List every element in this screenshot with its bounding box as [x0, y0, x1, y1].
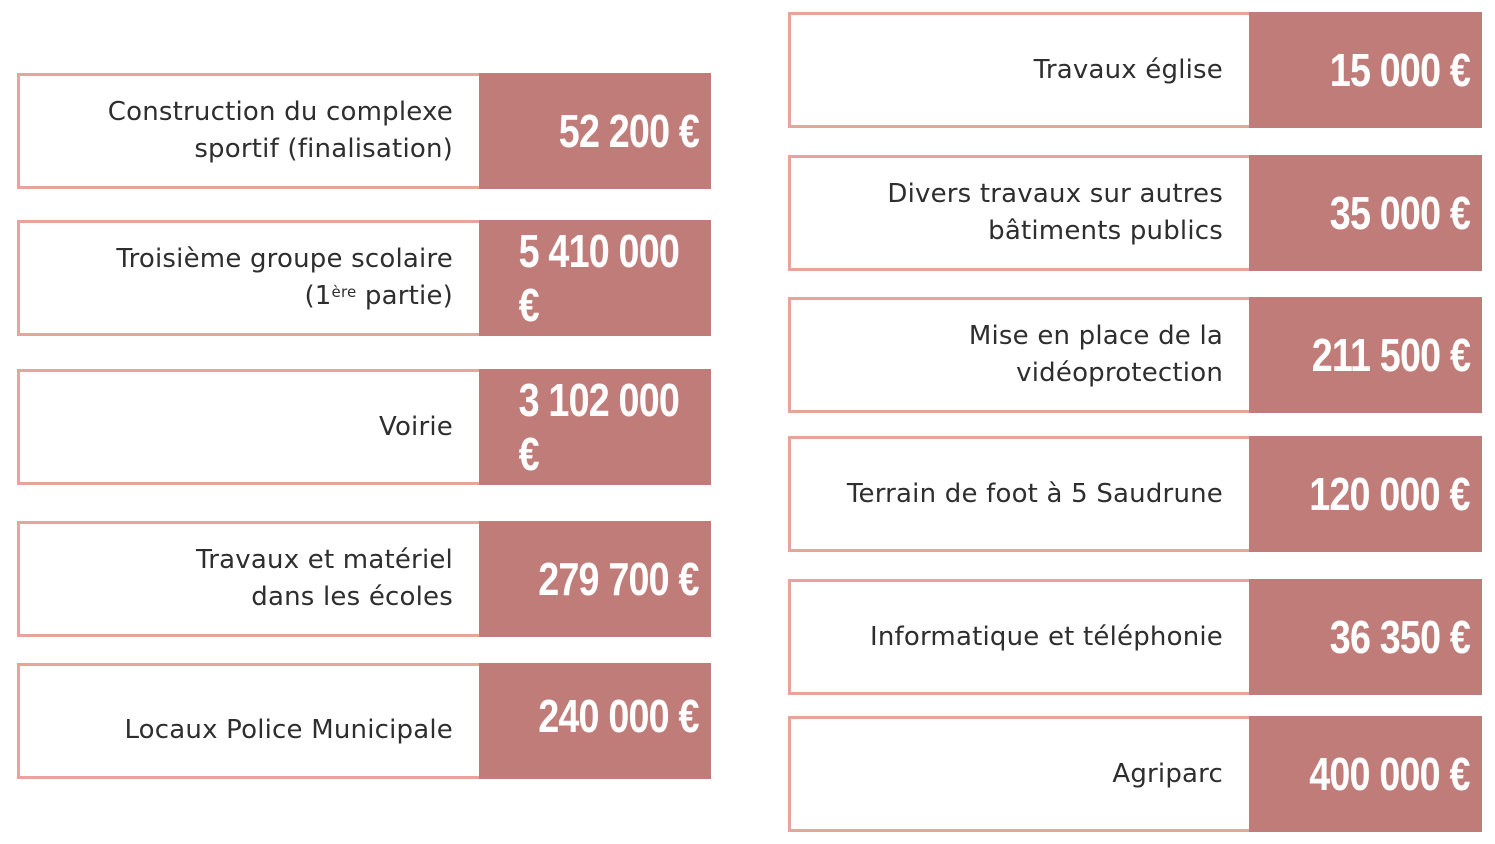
item-amount: 3 102 000 € — [479, 369, 711, 485]
item-label: Voirie — [17, 369, 479, 485]
budget-row — [788, 155, 1482, 271]
item-label: Informatique et téléphonie — [788, 579, 1249, 695]
budget-row — [17, 521, 711, 637]
budget-row — [788, 436, 1482, 552]
item-label: Construction du complexe sportif (finalisation) — [17, 73, 479, 189]
budget-row — [17, 663, 711, 779]
item-label: Troisième groupe scolaire (1ère partie) — [17, 220, 479, 336]
item-label: Mise en place de la vidéoprotection — [788, 297, 1249, 413]
item-amount: 211 500 € — [1249, 297, 1482, 413]
item-amount: 240 000 € — [479, 663, 711, 779]
item-amount: 120 000 € — [1249, 436, 1482, 552]
item-amount: 15 000 € — [1249, 12, 1482, 128]
budget-row — [17, 369, 711, 485]
budget-row — [788, 579, 1482, 695]
item-amount: 400 000 € — [1249, 716, 1482, 832]
budget-row — [788, 12, 1482, 128]
item-amount: 52 200 € — [479, 73, 711, 189]
item-amount: 5 410 000 € — [479, 220, 711, 336]
item-label: Locaux Police Municipale — [17, 663, 479, 779]
budget-row — [17, 220, 711, 336]
item-amount: 35 000 € — [1249, 155, 1482, 271]
item-label: Divers travaux sur autres bâtiments publics — [788, 155, 1249, 271]
item-amount: 279 700 € — [479, 521, 711, 637]
item-label: Agriparc — [788, 716, 1249, 832]
item-label: Travaux et matériel dans les écoles — [17, 521, 479, 637]
budget-row — [788, 297, 1482, 413]
budget-row — [17, 73, 711, 189]
budget-row — [788, 716, 1482, 832]
item-amount: 36 350 € — [1249, 579, 1482, 695]
item-label: Terrain de foot à 5 Saudrune — [788, 436, 1249, 552]
item-label: Travaux église — [788, 12, 1249, 128]
